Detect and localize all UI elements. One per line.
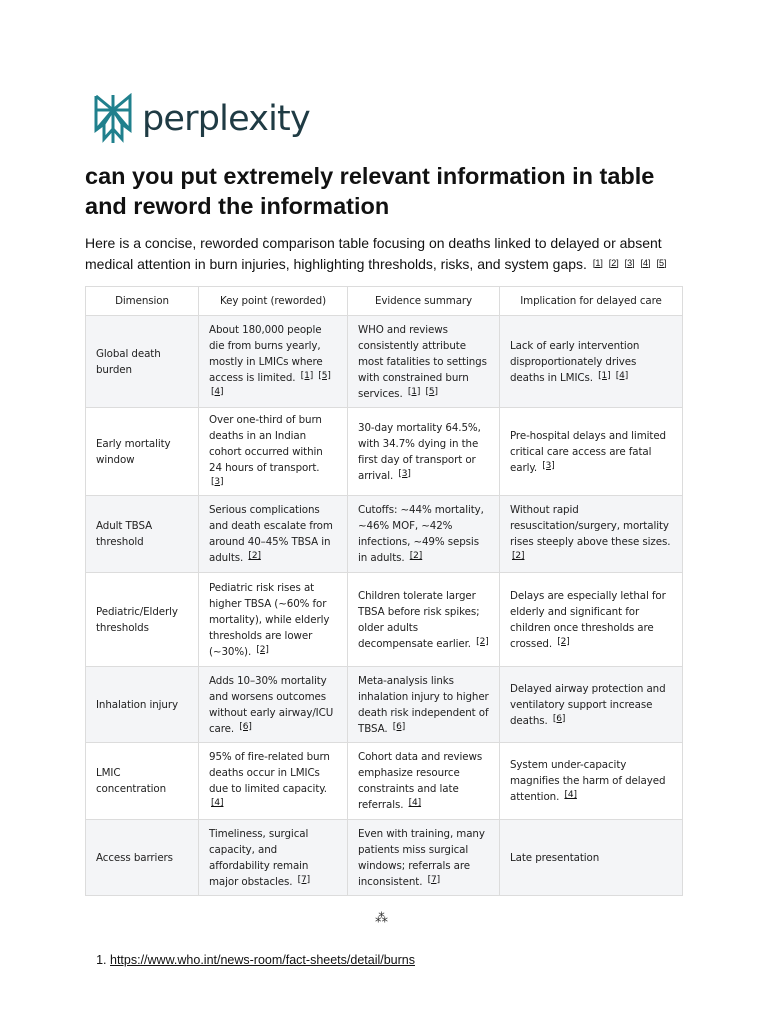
cell-key-point	[199, 316, 348, 408]
cell-key-point-text: Pediatric risk rises at higher TBSA (~60% for mortality), while elderly thresholds are lower (~30%).	[209, 581, 330, 658]
cell-evidence-text: Cutoffs: ~44% mortality, ~46% MOF, ~42% infections, ~49% sepsis in adults.	[358, 504, 484, 564]
cell-key-point-text: Serious complications and death escalate from around 40–45% TBSA in adults.	[209, 504, 333, 564]
cell-dimension	[86, 573, 199, 667]
citation-link[interactable]: [5]	[656, 257, 667, 268]
citation-link[interactable]: [6]	[239, 721, 252, 732]
cell-evidence-text: Children tolerate larger TBSA before risk spikes; older adults decompensate earlier.	[358, 589, 480, 650]
query-title: can you put extremely relevant information in table and reword the information	[85, 163, 655, 219]
cell-dimension	[86, 316, 199, 408]
citation-link[interactable]: [7]	[427, 874, 441, 885]
cell-implication	[500, 667, 683, 743]
cell-evidence	[348, 743, 500, 820]
cell-implication	[500, 573, 683, 667]
cell-implication-text: Delays are especially lethal for elderly and significant for children once thresholds are crossed.	[510, 589, 666, 650]
cell-key-point	[199, 667, 348, 743]
citation-link[interactable]: [2]	[476, 636, 489, 647]
citation-link[interactable]: [6]	[552, 713, 566, 724]
citation-link[interactable]: [1]	[592, 257, 603, 268]
citation-link[interactable]: [3]	[624, 257, 635, 268]
cell-key-point	[199, 743, 348, 820]
table-row	[86, 820, 683, 896]
citation-link[interactable]: [2]	[256, 644, 269, 655]
table-row	[86, 573, 683, 667]
citation-link[interactable]: [7]	[297, 874, 311, 885]
cell-implication-text: Late presentation	[510, 851, 600, 864]
cell-evidence	[348, 316, 500, 408]
citation-link[interactable]: [4]	[640, 257, 651, 268]
citation-link[interactable]: [3]	[542, 460, 555, 471]
cell-key-point	[199, 496, 348, 573]
citation-link[interactable]: [2]	[409, 551, 423, 561]
source-item	[110, 951, 415, 969]
cell-dimension-text: Pediatric/Elderly thresholds	[96, 605, 178, 634]
cell-dimension-text: Early mortality window	[96, 437, 171, 466]
citation-link[interactable]: [1]	[598, 370, 611, 381]
cell-key-point	[199, 573, 348, 667]
header-dimension: Dimension	[86, 287, 199, 316]
cell-dimension-text: Global death burden	[96, 347, 161, 376]
citation-link[interactable]: [5]	[425, 386, 438, 397]
cell-dimension	[86, 743, 199, 820]
cell-key-point-text: 95% of fire-related burn deaths occur in LMICs due to limited capacity.	[209, 751, 330, 795]
citation-link[interactable]: [4]	[564, 790, 577, 800]
header-evidence: Evidence summary	[348, 287, 500, 316]
cell-key-point	[199, 408, 348, 496]
brand-name: perplexity	[142, 98, 310, 139]
cell-implication-text: Without rapid resuscitation/surgery, mortality rises steeply above these sizes.	[510, 504, 671, 548]
cell-evidence	[348, 820, 500, 896]
intro-paragraph	[85, 233, 685, 274]
cell-evidence	[348, 408, 500, 496]
cell-key-point-text: Adds 10–30% mortality and worsens outcomes without early airway/ICU care.	[209, 674, 334, 735]
cell-dimension	[86, 667, 199, 743]
citation-link[interactable]: [2]	[248, 551, 261, 561]
cell-evidence-text: Cohort data and reviews emphasize resource constraints and late referrals.	[358, 751, 483, 811]
table-body	[86, 316, 683, 896]
cell-evidence-text: Meta-analysis links inhalation injury to higher death risk independent of TBSA.	[358, 674, 489, 735]
cell-evidence	[348, 573, 500, 667]
cell-key-point	[199, 820, 348, 896]
intro-text: Here is a concise, reworded comparison table focusing on deaths linked to delayed or absent medical attention in burn injuries, highlighting thresholds, risks, and system gaps.	[85, 235, 662, 272]
comparison-table	[85, 286, 683, 896]
cell-implication	[500, 743, 683, 820]
cell-dimension-text: Access barriers	[96, 851, 173, 864]
cell-dimension-text: Adult TBSA threshold	[96, 520, 153, 548]
citation-link[interactable]: [3]	[211, 476, 224, 487]
cell-evidence	[348, 496, 500, 573]
citation-link[interactable]: [2]	[608, 257, 619, 268]
cell-key-point-text: Over one-third of burn deaths in an Indian cohort occurred within 24 hours of transport.	[209, 413, 323, 474]
cell-implication	[500, 316, 683, 408]
citation-link[interactable]: [6]	[392, 721, 406, 732]
cell-dimension	[86, 496, 199, 573]
citation-link[interactable]: [1]	[300, 370, 314, 381]
cell-key-point-text: About 180,000 people die from burns yearly, mostly in LMICs where access is limited.	[209, 323, 323, 384]
citation-link[interactable]: [1]	[407, 386, 421, 397]
cell-dimension	[86, 820, 199, 896]
citation-link[interactable]: [4]	[408, 798, 422, 808]
cell-dimension-text: Inhalation injury	[96, 698, 178, 711]
cell-evidence	[348, 667, 500, 743]
intro-citations	[587, 256, 667, 272]
citation-link[interactable]: [2]	[557, 636, 570, 647]
cell-implication	[500, 820, 683, 896]
section-separator: ⁂	[375, 910, 388, 925]
citation-link[interactable]: [4]	[211, 798, 224, 808]
header-implication: Implication for delayed care	[500, 287, 683, 316]
cell-dimension	[86, 408, 199, 496]
header-key-point: Key point (reworded)	[199, 287, 348, 316]
cell-dimension-text: LMIC concentration	[96, 767, 167, 795]
table-row	[86, 408, 683, 496]
cell-implication-text: Lack of early intervention disproportionately drives deaths in LMICs.	[510, 339, 640, 384]
cell-implication-text: System under-capacity magnifies the harm of delayed attention.	[510, 759, 666, 803]
citation-link[interactable]: [2]	[512, 551, 525, 561]
table-row	[86, 667, 683, 743]
table-row	[86, 743, 683, 820]
citation-link[interactable]: [3]	[398, 468, 411, 479]
cell-evidence-text: 30-day mortality 64.5%, with 34.7% dying in the first day of transport or arrival.	[358, 421, 481, 482]
table-header-row	[86, 287, 683, 316]
cell-evidence-text: WHO and reviews consistently attribute most fatalities to settings with constrained burn services.	[358, 323, 487, 400]
sources-list	[82, 951, 415, 969]
citation-link[interactable]: [4]	[211, 386, 224, 397]
cell-implication-text: Pre-hospital delays and limited critical care access are fatal early.	[510, 429, 666, 474]
perplexity-logo-icon	[93, 93, 133, 145]
citation-link[interactable]: [4]	[615, 370, 629, 381]
cell-key-point-text: Timeliness, surgical capacity, and affordability remain major obstacles.	[209, 827, 309, 888]
source-link[interactable]: https://www.who.int/news-room/fact-sheets/detail/burns	[110, 953, 415, 967]
cell-implication	[500, 408, 683, 496]
cell-implication-text: Delayed airway protection and ventilatory support increase deaths.	[510, 682, 666, 727]
table-row	[86, 316, 683, 408]
citation-link[interactable]: [5]	[318, 370, 331, 381]
table-row	[86, 496, 683, 573]
cell-evidence-text: Even with training, many patients miss surgical windows; referrals are inconsistent.	[358, 827, 485, 888]
cell-implication	[500, 496, 683, 573]
perplexity-logo	[93, 93, 310, 145]
